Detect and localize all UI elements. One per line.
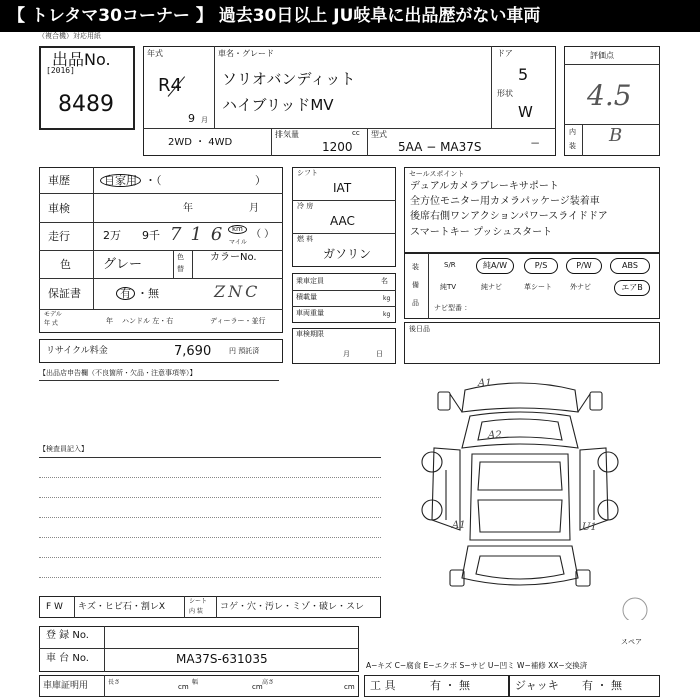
header-note: （複合機）対応用紙 <box>38 32 101 40</box>
mark-u1: U1 <box>582 522 597 533</box>
equip-tv: 純TV <box>440 283 457 291</box>
fuel-value: ガソリン <box>323 247 372 261</box>
mileage-km: km <box>228 225 247 234</box>
color-label: 色 <box>60 258 71 271</box>
cert-cm-3: cm <box>344 683 355 691</box>
color-code: ZNC <box>214 282 261 301</box>
shape-value: W <box>518 103 533 121</box>
equip-seat: 革シート <box>524 283 552 291</box>
shape-label: 形状 <box>497 89 513 98</box>
cert-cm-2: cm <box>252 683 263 691</box>
inspection-label: 車検 <box>48 202 70 215</box>
model-line-label-top: モデル <box>44 311 62 318</box>
shift-value: IAT <box>333 181 352 195</box>
sales-point-4: スマートキー プッシュスタート <box>410 227 553 238</box>
year-month: 9 <box>188 112 195 125</box>
equip-airbag: エアB <box>614 280 650 296</box>
jack-label: ジャッキ <box>515 679 559 692</box>
history-value: 自家用 <box>100 174 141 187</box>
seat-text: コゲ・穴・汚レ・ミゾ・破レ・スレ <box>220 602 365 612</box>
equipment-label-2: 備 <box>412 281 419 289</box>
inspector-label: 【検査員記入】 <box>39 445 88 453</box>
capacity-label: 乗車定員 <box>296 277 324 285</box>
weight-unit: kg <box>383 311 391 318</box>
car-damage-diagram <box>410 370 670 620</box>
equipment-label-3: 品 <box>412 299 419 307</box>
equip-ext-navi: 外ナビ <box>570 283 591 291</box>
period-label: 車検期限 <box>296 330 324 338</box>
load-label: 積載量 <box>296 293 317 301</box>
warranty-no: ・無 <box>137 287 159 300</box>
interior-label-2: 装 <box>569 142 576 150</box>
equip-sr: S/R <box>444 261 456 269</box>
seat-label-bottom: 内 装 <box>189 608 203 615</box>
lot-number: 8489 <box>58 92 114 117</box>
load-unit: kg <box>383 295 391 302</box>
displacement-label: 排気量 <box>275 130 299 139</box>
type-value: 5AA − MA37S <box>398 140 482 154</box>
chassis-value: MA37S-631035 <box>176 652 268 666</box>
tools-label: 工 具 <box>370 679 396 692</box>
weight-label: 車両重量 <box>296 309 324 317</box>
mark-a2: A2 <box>488 430 502 441</box>
inspection-month: 月 <box>249 203 259 214</box>
warranty-label: 保証書 <box>48 287 81 300</box>
interior-label-1: 内 <box>569 128 576 136</box>
cert-height: 高さ <box>262 679 275 686</box>
period-day: 日 <box>376 350 383 358</box>
mark-a1-top: A1 <box>478 378 492 389</box>
lot-year-tag: [2016] <box>46 66 75 75</box>
warranty-yes: 有 <box>116 287 135 300</box>
recycle-value: 7,690 <box>174 344 212 359</box>
mileage-hand: 716 <box>170 224 232 245</box>
model-line-label-bottom: 年 式 <box>44 320 58 327</box>
spare-label: スペア <box>621 638 642 646</box>
fw-text: キズ・ヒビ石・割レX <box>78 602 165 612</box>
score-value: 4.5 <box>587 79 632 112</box>
period-month: 月 <box>343 350 350 358</box>
shift-label: シフト <box>297 169 318 177</box>
cert-len: 長さ <box>108 679 121 686</box>
cert-cm-1: cm <box>178 683 189 691</box>
car-name-line1: ソリオバンディット <box>222 70 356 88</box>
sales-point-2: 全方位モニター用カメラパッケージ装着車 <box>410 196 600 207</box>
inspection-year: 年 <box>183 203 193 214</box>
equip-aw: 純A/W <box>476 258 514 274</box>
equip-abs: ABS <box>610 258 650 274</box>
mileage-sen: 9千 <box>142 229 160 242</box>
doors-value: 5 <box>518 65 529 84</box>
jack-value: 有 ・ 無 <box>582 679 622 692</box>
mark-a1-left: A1 <box>452 520 466 531</box>
score-label: 評価点 <box>590 51 614 60</box>
tools-value: 有 ・ 無 <box>430 679 470 692</box>
history-sep: ・（ <box>145 174 162 187</box>
dealer-notice-label: 【出品店申告欄（不良箇所・欠品・注意事項等）】 <box>39 369 197 377</box>
mileage-rest: （ ） <box>251 229 275 240</box>
equip-navi-model: ナビ型番 ： <box>434 304 472 312</box>
year-label: 年式 <box>147 49 163 58</box>
sales-points-label: セールスポイント <box>409 170 465 178</box>
model-line-year: 年 <box>106 317 113 325</box>
history-label: 車歴 <box>48 174 70 187</box>
color-change-top: 色 <box>177 253 184 261</box>
sales-point-1: デュアルカメラブレーキサポート <box>410 181 559 192</box>
chassis-label: 車 台 No. <box>46 653 89 664</box>
year-era: R4 <box>158 75 182 96</box>
displacement-unit: cc <box>352 129 360 137</box>
color-change-bottom: 替 <box>177 265 184 273</box>
drive: 2WD ・ 4WD <box>168 137 233 148</box>
doors-label: ドア <box>497 49 513 58</box>
mileage-label: 走行 <box>48 230 70 243</box>
fuel-label: 燃 料 <box>297 235 314 243</box>
seat-label-top: シート <box>189 598 208 605</box>
displacement-value: 1200 <box>322 140 353 154</box>
type-label: 型式 <box>371 130 387 139</box>
cert-label: 車庫証明用 <box>43 681 89 691</box>
equip-navi: 純ナビ <box>481 283 502 291</box>
registration-label: 登 録 No. <box>46 630 89 641</box>
recycle-label: リサイクル料金 <box>46 346 108 356</box>
color-value: グレー <box>103 257 143 272</box>
recycle-unit: 円 預託済 <box>229 347 260 355</box>
equip-ps: P/S <box>524 258 558 274</box>
model-line-dealer: ディーラー・並行 <box>210 317 266 325</box>
legend-text: A−キズ C−腐食 E−エクボ S−サビ U−凹ミ W−補修 XX−交換済 <box>366 661 588 670</box>
type-dash: − <box>530 136 541 150</box>
mileage-man: 2万 <box>103 229 121 242</box>
cert-width: 幅 <box>192 679 199 686</box>
aftermarket-label: 後日品 <box>409 325 430 333</box>
history-close: ） <box>255 174 266 187</box>
car-name-line2: ハイブリッドMV <box>222 96 334 114</box>
lot-label: 出品No. <box>52 50 111 69</box>
aftermarket-box <box>404 322 660 364</box>
equip-pw: P/W <box>566 258 602 274</box>
fw-label: F W <box>46 602 63 612</box>
year-month-unit: 月 <box>201 116 208 124</box>
car-name-label: 車名・グレード <box>218 49 274 58</box>
capacity-unit: 名 <box>381 277 388 285</box>
mileage-mile: マイル <box>229 239 247 246</box>
banner-text: 【 トレタマ30コーナー 】 過去30日以上 JU岐阜に出品歴がない車両 <box>8 6 541 26</box>
equipment-label-1: 装 <box>412 263 419 271</box>
ac-value: AAC <box>330 214 355 228</box>
model-line-handle: ハンドル 左・右 <box>122 317 174 325</box>
color-no-label: カラーNo. <box>210 252 257 263</box>
sales-points-box <box>404 167 660 253</box>
ac-label: 冷 房 <box>297 202 314 210</box>
sales-point-3: 後席右側ワンアクションパワースライドドア <box>410 211 608 222</box>
interior-value: B <box>609 125 623 146</box>
